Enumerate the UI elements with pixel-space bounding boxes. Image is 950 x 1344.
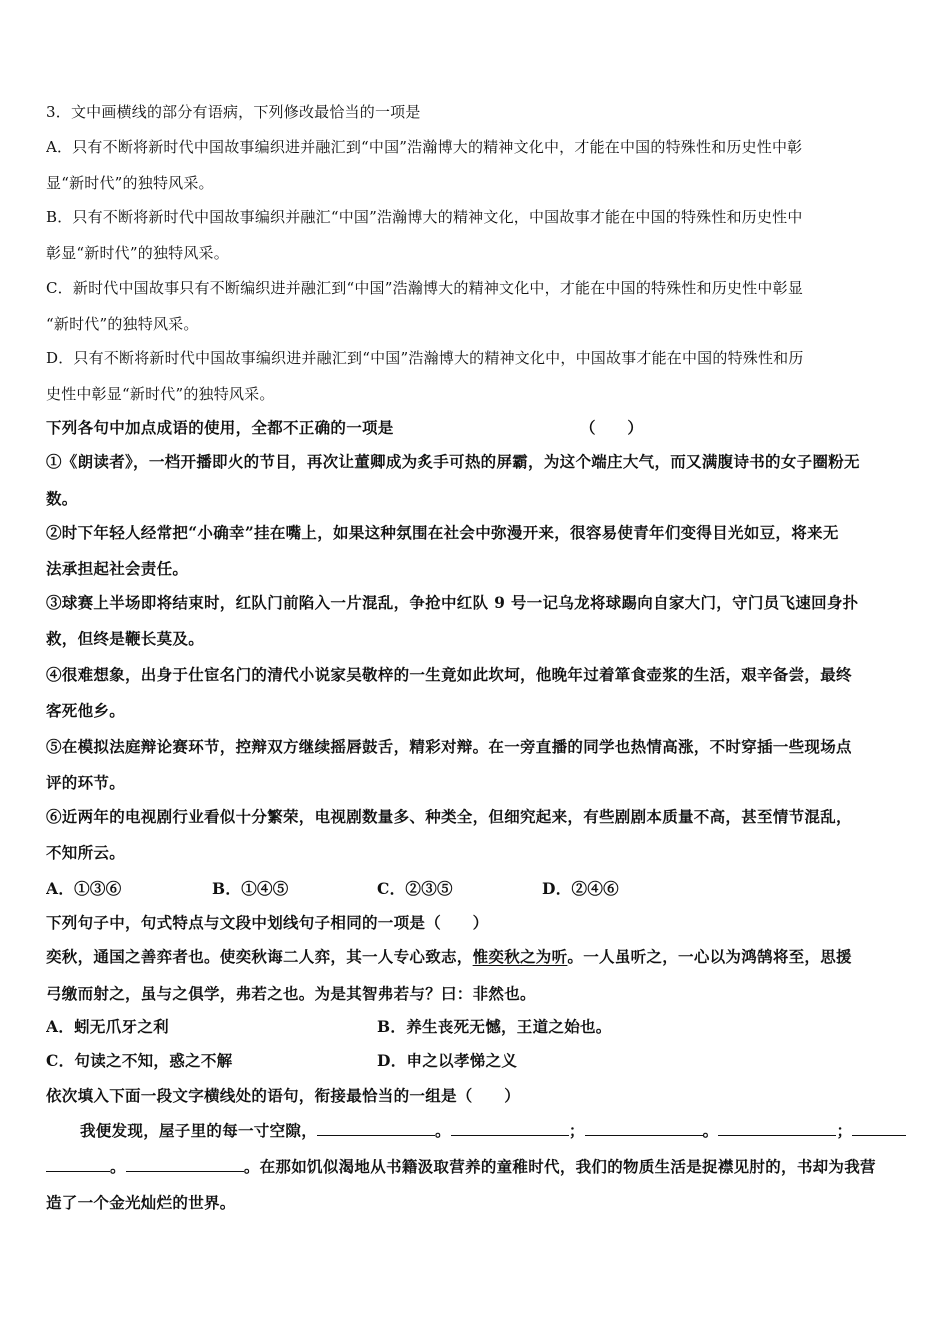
idiom-answer-paren: （ ） [580, 418, 644, 437]
idiom-item-3-line1: ③球赛上半场即将结束时，红队门前陷入一片混乱，争抢中红队 9 号一记乌龙将球踢向自家大门，守门员飞速回身扑 [46, 593, 859, 612]
fill-punct-1: 。 [435, 1121, 451, 1140]
fill-passage-tail: 。在那如饥似渴地从书籍汲取营养的童稚时代，我们的物质生活是捉襟见肘的，书却为我营 [243, 1157, 876, 1176]
syntax-choice-d: D．申之以孝悌之义 [377, 1051, 518, 1070]
idiom-choice-b: B．①④⑤ [212, 879, 289, 898]
syntax-passage-part1: 奕秋，通国之善弈者也。使奕秋诲二人弈，其一人专心致志， [46, 947, 473, 966]
q3-option-a-line1: A．只有不断将新时代中国故事编织进并融汇到“中国”浩瀚博大的精神文化中，才能在中国的特殊性和历史性中彰 [46, 138, 803, 156]
idiom-item-5-line1: ⑤在模拟法庭辩论赛环节，控辩双方继续摇唇鼓舌，精彩对辩。在一旁直播的同学也热情高涨，不时穿插一些现场点 [46, 737, 852, 756]
fill-punct-4: ； [836, 1121, 853, 1140]
q3-stem: 3．文中画横线的部分有语病，下列修改最恰当的一项是 [46, 103, 421, 121]
fill-blank-5-start[interactable] [852, 1121, 906, 1136]
q3-option-b-line1: B．只有不断将新时代中国故事编织并融汇“中国”浩瀚博大的精神文化，中国故事才能在中国的特殊性和历史性中 [46, 208, 803, 226]
q3-option-a-line2: 显“新时代”的独特风采。 [46, 174, 214, 192]
fill-blank-3[interactable] [585, 1121, 703, 1136]
fill-blank-4[interactable] [718, 1121, 836, 1136]
fill-passage-line2 [46, 1157, 906, 1177]
idiom-choices [46, 879, 906, 901]
idiom-item-1-line2: 数。 [46, 489, 78, 508]
fill-punct-2: ； [568, 1121, 585, 1140]
syntax-choice-a: A．蚓无爪牙之利 [46, 1017, 169, 1036]
syntax-choice-c: C．句读之不知，惑之不解 [46, 1051, 233, 1070]
fill-blank-6[interactable] [126, 1157, 244, 1172]
fill-question-stem: 依次填入下面一段文字横线处的语句，衔接最恰当的一组是（ ） [46, 1086, 521, 1105]
idiom-stem-text: 下列各句中加点成语的使用，全都不正确的一项是 [46, 418, 394, 437]
fill-passage-line1 [80, 1121, 906, 1141]
idiom-item-3-line2: 救，但终是鞭长莫及。 [46, 629, 205, 648]
syntax-passage-line1 [46, 947, 906, 967]
fill-punct-5: 。 [110, 1157, 126, 1176]
q3-option-c-line1: C．新时代中国故事只有不断编织进并融汇到“中国”浩瀚博大的精神文化中，才能在中国的特殊性和历史性中彰显 [46, 279, 804, 297]
fill-passage-intro: 我便发现，屋子里的每一寸空隙， [80, 1121, 318, 1140]
syntax-choices-row1 [46, 1017, 906, 1039]
q3-option-d-line1: D．只有不断将新时代中国故事编织进并融汇到“中国”浩瀚博大的精神文化中，中国故事才能在中国的特殊性和历 [46, 349, 804, 367]
fill-blank-5-end[interactable] [46, 1157, 110, 1172]
idiom-choice-c: C．②③⑤ [377, 879, 453, 898]
idiom-question-stem [46, 418, 906, 438]
syntax-question-stem: 下列句子中，句式特点与文段中划线句子相同的一项是（ ） [46, 913, 489, 932]
idiom-item-1-line1: ①《朗读者》，一档开播即火的节目，再次让董卿成为炙手可热的屏霸，为这个端庄大气，而又满腹诗书的女子圈粉无 [46, 452, 860, 471]
fill-blank-1[interactable] [317, 1121, 435, 1136]
idiom-choice-a: A．①③⑥ [46, 879, 122, 898]
syntax-choice-b: B．养生丧死无憾，王道之始也。 [377, 1017, 612, 1036]
idiom-item-2-line2: 法承担起社会责任。 [46, 559, 189, 578]
idiom-item-4-line2: 客死他乡。 [46, 701, 126, 720]
fill-punct-3: 。 [702, 1121, 719, 1140]
fill-passage-line3: 造了一个金光灿烂的世界。 [46, 1193, 236, 1212]
syntax-choices-row2 [46, 1051, 906, 1073]
idiom-item-6-line1: ⑥近两年的电视剧行业看似十分繁荣，电视剧数量多、种类全，但细究起来，有些剧剧本质量不高，甚至情节混乱， [46, 807, 852, 826]
idiom-item-5-line2: 评的环节。 [46, 773, 126, 792]
q3-option-b-line2: 彰显“新时代”的独特风采。 [46, 244, 229, 262]
idiom-item-6-line2: 不知所云。 [46, 843, 126, 862]
fill-blank-2[interactable] [451, 1121, 569, 1136]
syntax-passage-line2: 弓缴而射之，虽与之俱学，弗若之也。为是其智弗若与？曰：非然也。 [46, 984, 536, 1003]
syntax-passage-part2: 。一人虽听之，一心以为鸿鹄将至，思援 [567, 947, 852, 966]
syntax-underlined-sentence: 惟奕秋之为听 [472, 947, 568, 966]
idiom-item-4-line1: ④很难想象，出身于仕宦名门的清代小说家吴敬梓的一生竟如此坎坷，他晚年过着箪食壶浆的生活，艰辛备尝，最终 [46, 665, 852, 684]
q3-option-c-line2: “新时代”的独特风采。 [46, 315, 199, 333]
q3-option-d-line2: 史性中彰显“新时代”的独特风采。 [46, 385, 275, 403]
idiom-item-2-line1: ②时下年轻人经常把“小确幸”挂在嘴上，如果这种氛围在社会中弥漫开来，很容易使青年们变得目光如豆，将来无 [46, 523, 839, 542]
idiom-choice-d: D．②④⑥ [542, 879, 619, 898]
